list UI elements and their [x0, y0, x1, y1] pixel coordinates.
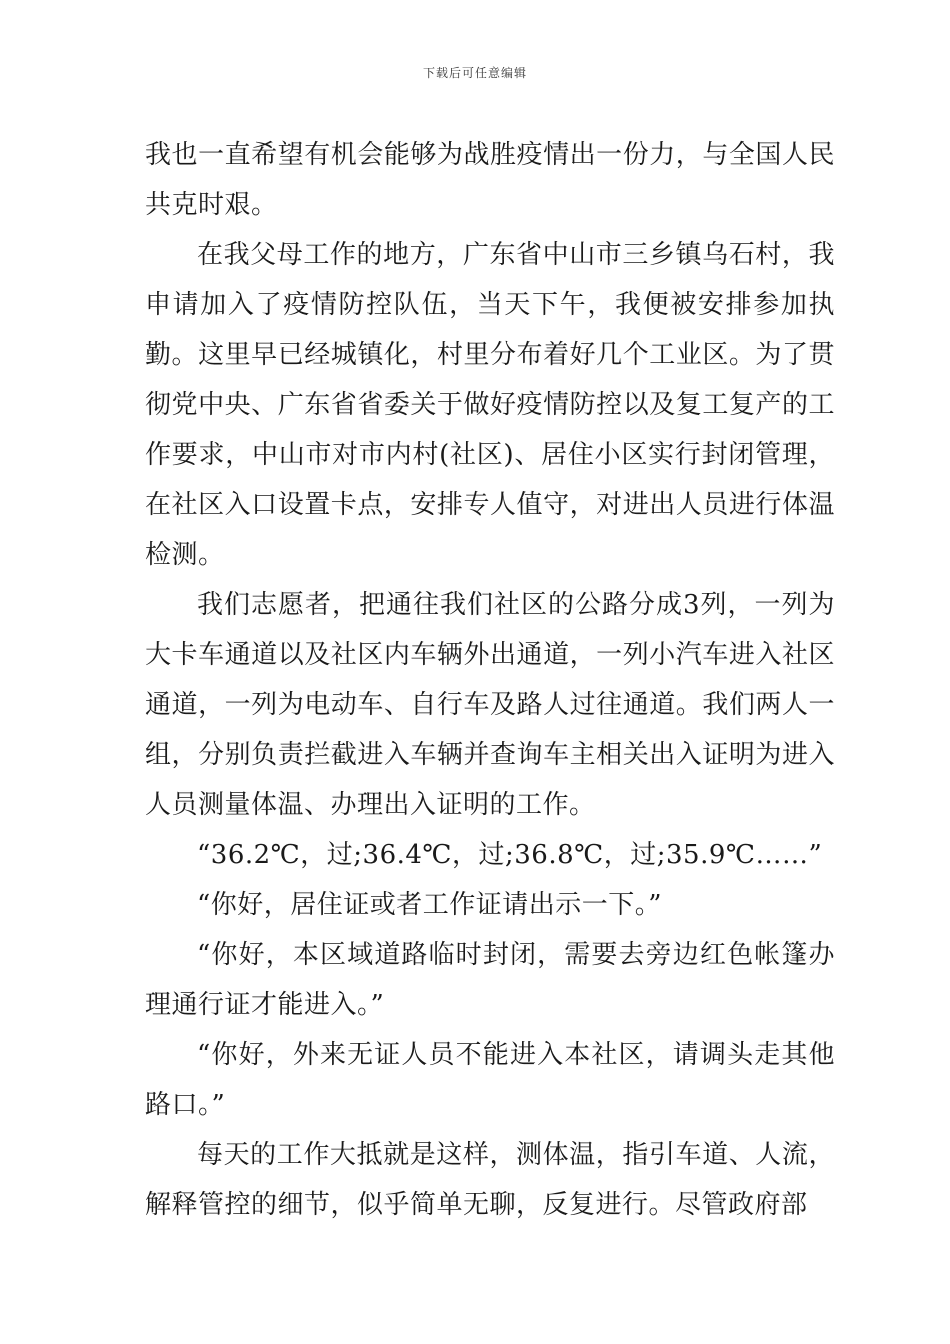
paragraph-6: “你好，本区域道路临时封闭，需要去旁边红色帐篷办理通行证才能进入。” — [145, 940, 835, 1020]
paragraph-2: 在我父母工作的地方，广东省中山市三乡镇乌石村，我申请加入了疫情防控队伍，当天下午，我便被安排参加执勤。这里早已经城镇化，村里分布着好几个工业区。为了贯彻党中央、广东省省委关于做好疫情防控以及复工复产的工作要求，中山市对市内村(社区)、居住小区实行封闭管理，在社区入口设置卡点，安排专人值守，对进出人员进行体温检测。 — [145, 240, 835, 570]
paragraph-1: 我也一直希望有机会能够为战胜疫情出一份力，与全国人民共克时艰。 — [145, 140, 835, 220]
page-header: 下载后可任意编辑 — [422, 66, 527, 80]
paragraph-7: “你好，外来无证人员不能进入本社区，请调头走其他路口。” — [145, 1040, 835, 1120]
paragraph-8: 每天的工作大抵就是这样，测体温，指引车道、人流，解释管控的细节，似乎简单无聊，反复进行。尽管政府部 — [145, 1140, 835, 1220]
paragraph-3: 我们志愿者，把通往我们社区的公路分成3列，一列为大卡车通道以及社区内车辆外出通道，一列小汽车进入社区通道，一列为电动车、自行车及路人过往通道。我们两人一组，分别负责拦截进入车辆并查询车主相关出入证明为进入人员测量体温、办理出入证明的工作。 — [145, 590, 835, 820]
paragraph-4: “36.2℃，过;36.4℃，过;36.8℃，过;35.9℃……” — [197, 840, 823, 870]
paragraph-5: “你好，居住证或者工作证请出示一下。” — [197, 890, 663, 920]
document-body — [145, 130, 835, 1230]
